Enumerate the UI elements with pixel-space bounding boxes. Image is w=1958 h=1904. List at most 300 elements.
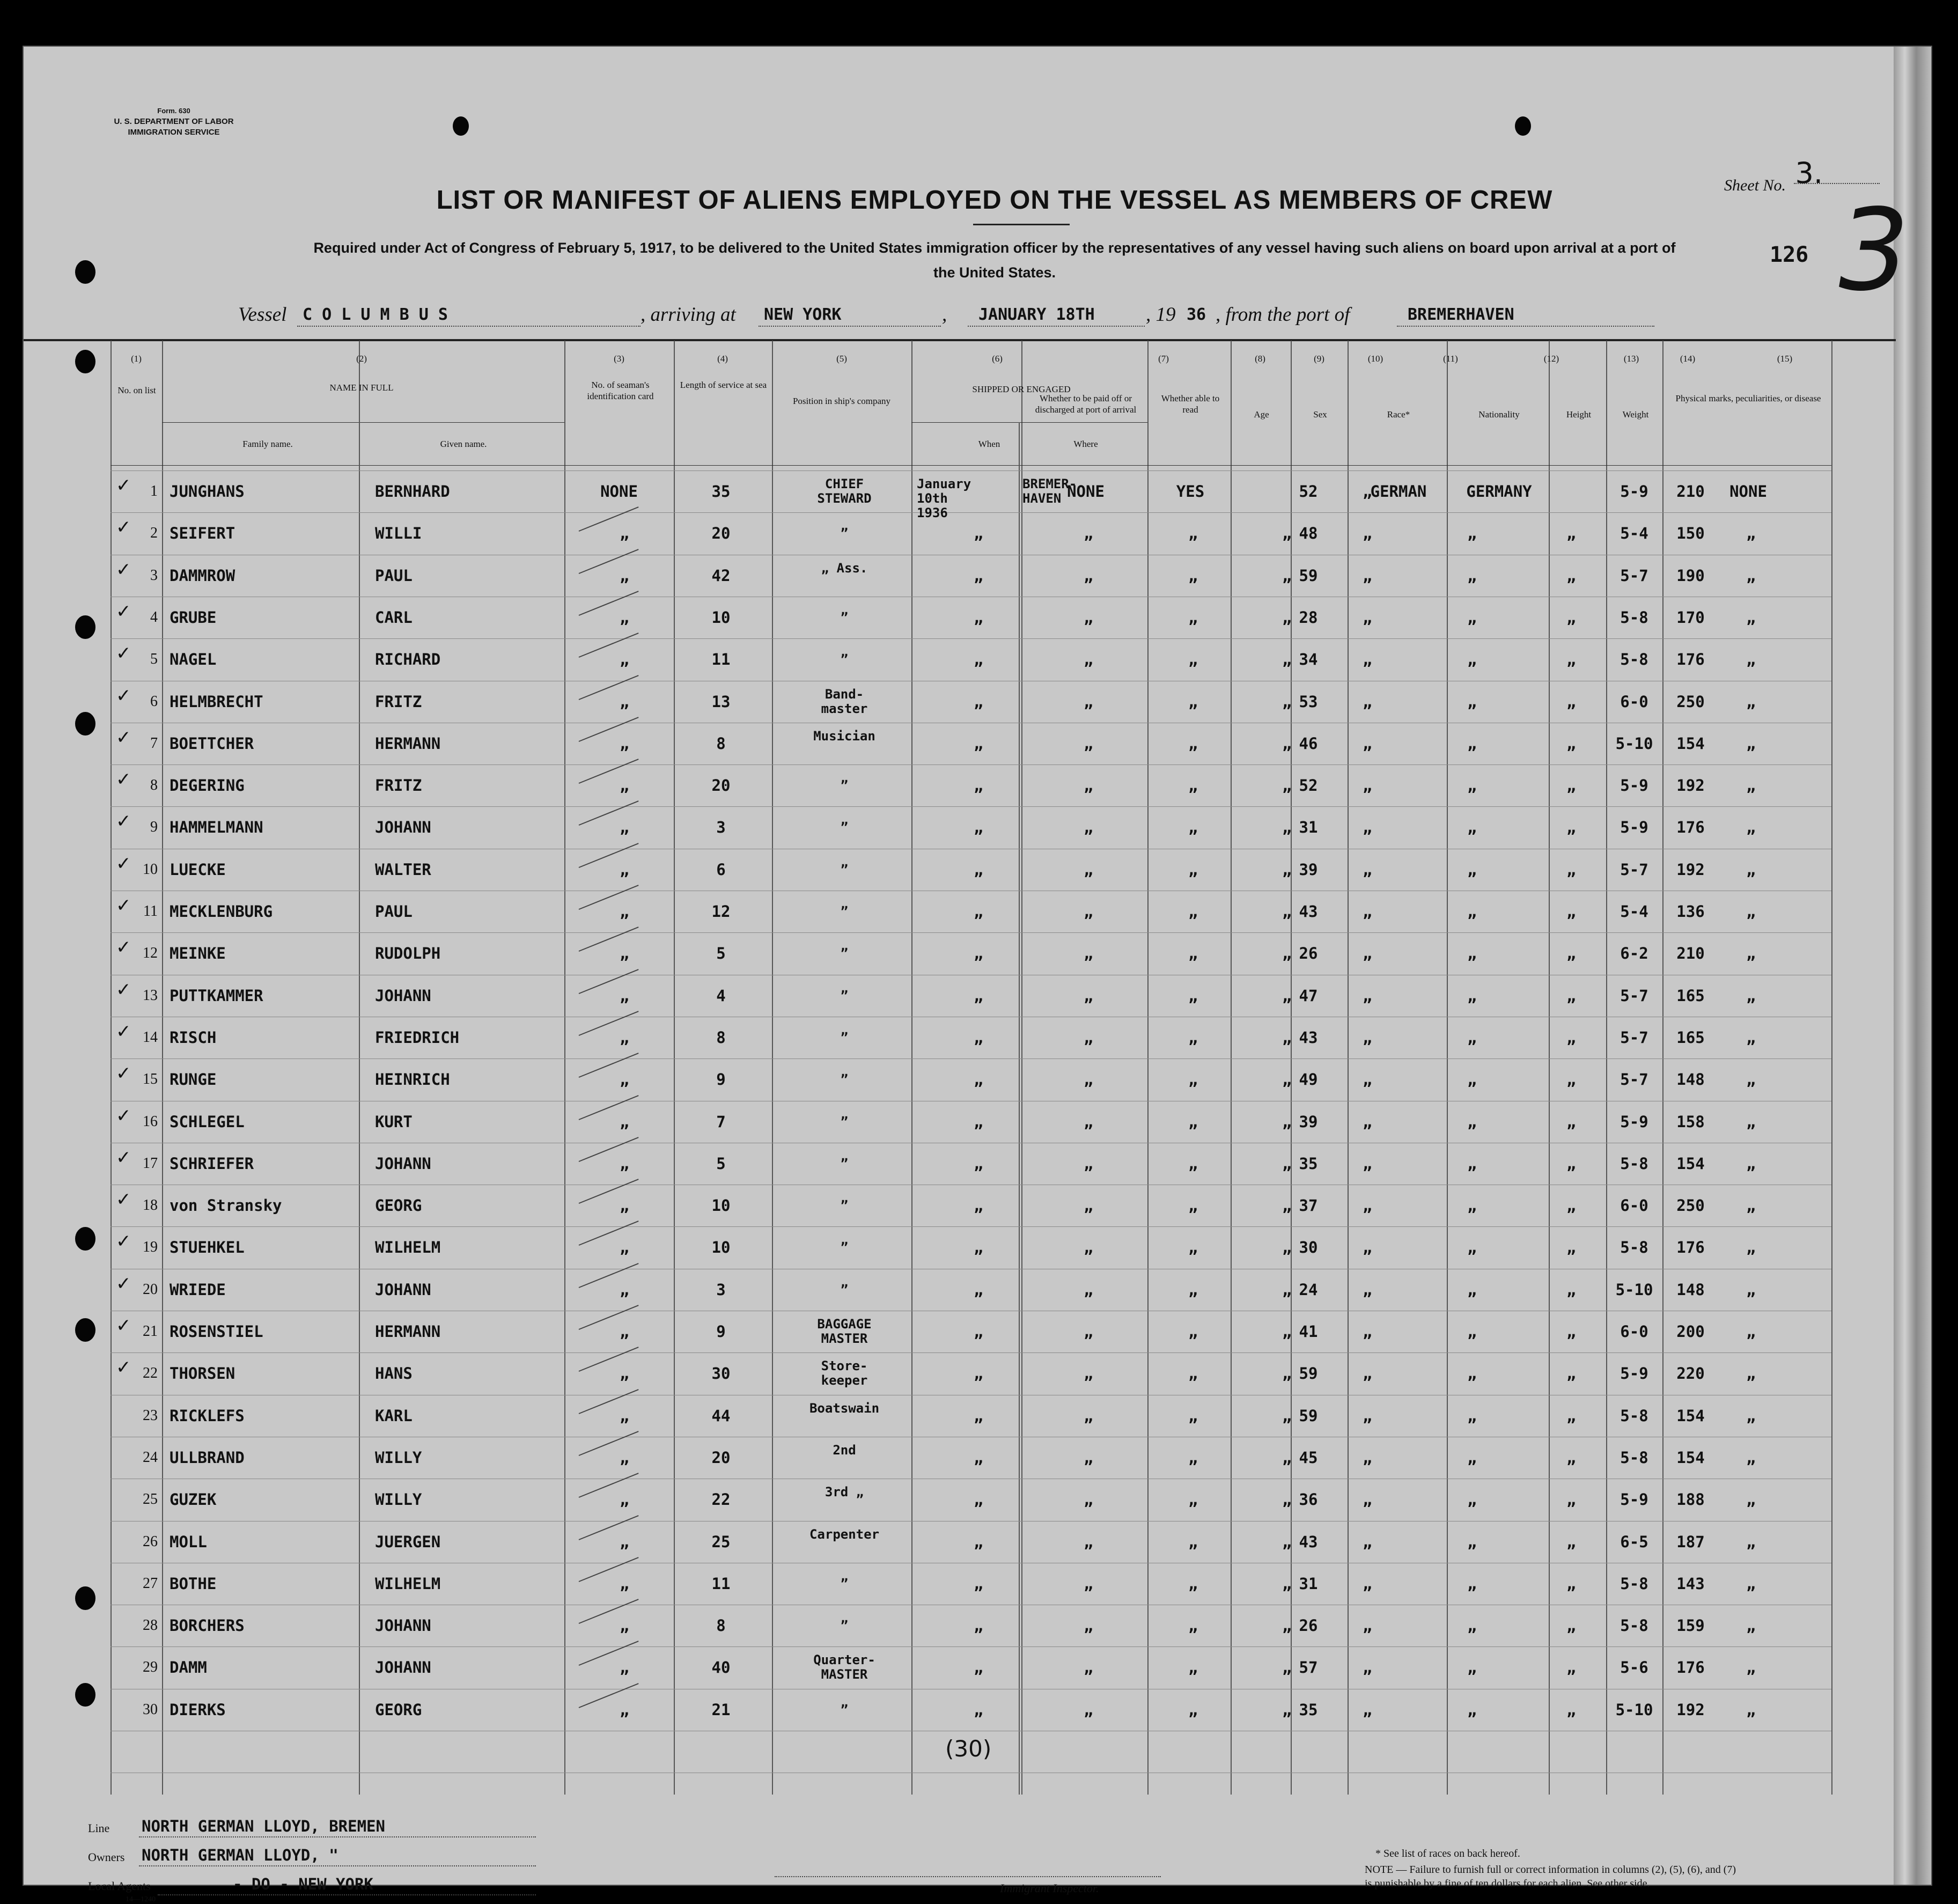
id-card-ditto: „	[620, 1490, 629, 1509]
service-years: 11	[711, 650, 731, 669]
nationality-ditto: „	[1566, 944, 1576, 963]
race-ditto: „	[1467, 1028, 1477, 1047]
id-card-ditto: „	[620, 776, 629, 795]
age: 43	[1299, 902, 1318, 921]
service-years: 35	[711, 482, 731, 501]
vessel-underline	[297, 326, 641, 327]
arrival-port: NEW YORK	[764, 305, 842, 324]
sex-ditto: „	[1363, 1406, 1372, 1425]
column-rule	[564, 341, 565, 1795]
age: 45	[1299, 1448, 1318, 1467]
service-years: 44	[711, 1406, 731, 1425]
service-years: 10	[711, 1238, 731, 1257]
family-name: BOTHE	[170, 1574, 217, 1593]
where-ditto: „	[1084, 1448, 1093, 1467]
nationality-ditto: „	[1566, 1238, 1576, 1257]
read-ditto: „	[1282, 1322, 1292, 1341]
column-rule	[1831, 341, 1832, 1795]
read-ditto: „	[1282, 1616, 1292, 1635]
check-mark: ✓	[116, 685, 131, 707]
race-ditto: „	[1467, 1658, 1477, 1677]
row-number: 26	[143, 1533, 158, 1550]
marks-ditto: „	[1746, 1322, 1756, 1341]
sex-ditto: „	[1363, 1028, 1372, 1047]
nationality-ditto: „	[1566, 734, 1576, 753]
nationality-ditto: „	[1566, 818, 1576, 837]
binder-hole	[75, 1227, 95, 1251]
weight: 159	[1676, 1616, 1705, 1635]
age: 46	[1299, 734, 1318, 753]
binder-hole	[75, 1683, 95, 1707]
family-name: PUTTKAMMER	[170, 986, 263, 1005]
column-number: (7)	[1158, 354, 1169, 364]
family-name: RICKLEFS	[170, 1406, 245, 1425]
column-header: SHIPPED OR ENGAGED	[972, 384, 1071, 394]
position: „	[840, 980, 849, 996]
nationality-ditto: „	[1566, 1196, 1576, 1215]
service-years: 8	[716, 734, 726, 753]
given-name: JUERGEN	[375, 1532, 441, 1551]
family-name: NAGEL	[170, 650, 217, 669]
id-card-ditto: „	[620, 986, 629, 1005]
race-ditto: „	[1467, 1616, 1477, 1635]
paid-ditto: „	[1188, 986, 1198, 1005]
id-card-ditto: „	[620, 818, 629, 837]
position: „	[840, 1694, 849, 1710]
column-number: (4)	[717, 354, 728, 364]
age: 31	[1299, 818, 1318, 837]
weight: 170	[1676, 608, 1705, 627]
when-ditto: „	[974, 1364, 983, 1383]
row-number: 13	[143, 987, 158, 1004]
where-ditto: „	[1084, 1154, 1093, 1173]
check-mark: ✓	[116, 1273, 131, 1295]
given-name: JOHANN	[375, 986, 431, 1005]
nationality-ditto: „	[1566, 1070, 1576, 1089]
race-ditto: „	[1467, 818, 1477, 837]
when-ditto: „	[974, 1574, 983, 1593]
sex-ditto: „	[1363, 1322, 1372, 1341]
column-rule	[911, 341, 912, 1795]
nationality-ditto: „	[1566, 1364, 1576, 1383]
marks-ditto: „	[1746, 734, 1756, 753]
height: 6-0	[1620, 1196, 1648, 1215]
race-ditto: „	[1467, 608, 1477, 627]
id-card-ditto: „	[620, 734, 629, 753]
height: 5-7	[1620, 986, 1648, 1005]
sex-ditto: „	[1363, 566, 1372, 585]
paid-ditto: „	[1188, 1574, 1198, 1593]
service-years: 25	[711, 1532, 731, 1551]
where-ditto: „	[1084, 734, 1093, 753]
race-ditto: „	[1467, 776, 1477, 795]
arrival-year: 36	[1187, 305, 1206, 324]
read-ditto: „	[1282, 1028, 1292, 1047]
weight: 154	[1676, 1448, 1705, 1467]
service-years: 9	[716, 1070, 726, 1089]
row-rule	[111, 806, 1831, 807]
sex-ditto: „	[1363, 1238, 1372, 1257]
column-header: Height	[1566, 409, 1592, 420]
race-ditto: „	[1467, 944, 1477, 963]
form-number: Form. 630	[157, 107, 190, 115]
table-top-rule	[24, 339, 1896, 341]
check-mark: ✓	[116, 937, 131, 959]
family-name: HELMBRECHT	[170, 692, 263, 711]
id-card-ditto: „	[620, 1700, 629, 1719]
when-ditto: „	[974, 1322, 983, 1341]
race-ditto: „	[1467, 1532, 1477, 1551]
column-subheader: When	[978, 439, 1000, 449]
marks-ditto: „	[1746, 1574, 1756, 1593]
given-name: JOHANN	[375, 1658, 431, 1677]
sex-ditto: „	[1363, 776, 1372, 795]
age: 36	[1299, 1490, 1318, 1509]
service-years: 9	[716, 1322, 726, 1341]
family-name: GRUBE	[170, 608, 217, 627]
when-ditto: „	[974, 1112, 983, 1131]
check-mark: ✓	[116, 726, 131, 748]
paid-ditto: „	[1188, 1448, 1198, 1467]
column-number: (5)	[836, 354, 847, 364]
id-card-ditto: „	[620, 1196, 629, 1215]
check-mark: ✓	[116, 979, 131, 1001]
read-ditto: „	[1282, 1448, 1292, 1467]
sex-ditto: „	[1363, 692, 1372, 711]
service-years: 21	[711, 1700, 731, 1719]
line-underline	[139, 1836, 536, 1837]
when-ditto: „	[974, 902, 983, 921]
nationality-ditto: „	[1566, 1658, 1576, 1677]
sex-ditto: „	[1363, 524, 1372, 543]
where-ditto: „	[1084, 1532, 1093, 1551]
column-rule	[772, 341, 773, 1795]
when-ditto: „	[974, 1406, 983, 1425]
position: „	[840, 1611, 849, 1626]
read-ditto: „	[1282, 1154, 1292, 1173]
age: 47	[1299, 986, 1318, 1005]
able-to-read: YES	[1176, 482, 1205, 501]
family-name: SEIFERT	[170, 524, 235, 543]
row-rule	[111, 764, 1831, 765]
read-ditto: „	[1282, 650, 1292, 669]
weight: 187	[1676, 1532, 1705, 1551]
form-header	[104, 106, 244, 138]
paid-ditto: „	[1188, 860, 1198, 879]
where-ditto: „	[1084, 692, 1093, 711]
height: 5-8	[1620, 1154, 1648, 1173]
sheet-number	[1724, 156, 1823, 197]
column-header: No. on list	[117, 385, 156, 395]
column-header: Whether able to read	[1161, 393, 1220, 415]
read-ditto: „	[1282, 1238, 1292, 1257]
weight: 136	[1676, 902, 1705, 921]
where-ditto: „	[1084, 1322, 1093, 1341]
race-ditto: „	[1467, 1196, 1477, 1215]
age: 26	[1299, 944, 1318, 963]
check-mark: ✓	[116, 558, 131, 580]
where-ditto: „	[1084, 1658, 1093, 1677]
weight: 192	[1676, 860, 1705, 879]
paid-off: NONE	[1067, 482, 1105, 501]
height: 5-10	[1615, 734, 1653, 753]
page-edge	[1894, 47, 1931, 1885]
column-rule	[1549, 341, 1550, 1795]
paid-ditto: „	[1188, 734, 1198, 753]
marks-ditto: „	[1746, 1532, 1756, 1551]
row-number: 22	[143, 1365, 158, 1382]
weight: 192	[1676, 776, 1705, 795]
family-name: WRIEDE	[170, 1280, 226, 1299]
read-ditto: „	[1282, 1700, 1292, 1719]
paid-ditto: „	[1188, 944, 1198, 963]
check-mark: ✓	[116, 811, 131, 833]
paid-ditto: „	[1188, 1280, 1198, 1299]
column-number: (8)	[1255, 354, 1265, 364]
age: 28	[1299, 608, 1318, 627]
when-ditto: „	[974, 1238, 983, 1257]
position: „	[840, 644, 849, 660]
column-header: Race*	[1387, 409, 1410, 420]
races-note: * See list of races on back hereof.	[1375, 1848, 1520, 1859]
column-rule	[674, 341, 675, 1795]
read-ditto: „	[1282, 986, 1292, 1005]
marks-ditto: „	[1746, 1448, 1756, 1467]
read-ditto: „	[1282, 944, 1292, 963]
row-number: 25	[143, 1491, 158, 1508]
height: 5-7	[1620, 1070, 1648, 1089]
position: „	[840, 1064, 849, 1080]
read-ditto: „	[1282, 734, 1292, 753]
sex-ditto: „	[1363, 1532, 1372, 1551]
nationality-ditto: „	[1566, 524, 1576, 543]
handwritten-page-mark: 3	[1825, 185, 1920, 316]
paid-ditto: „	[1188, 1616, 1198, 1635]
marks-ditto: „	[1746, 1196, 1756, 1215]
stamp-number: 126	[1770, 242, 1809, 267]
position: „	[840, 1022, 849, 1038]
owners-label: Owners	[88, 1850, 125, 1864]
column-subheader: Given name.	[440, 439, 487, 449]
column-header: Whether to be paid off or discharged at port of arrival	[1035, 393, 1137, 415]
age: 43	[1299, 1532, 1318, 1551]
nationality-ditto: „	[1566, 986, 1576, 1005]
column-rule	[1019, 422, 1020, 1795]
height: 5-9	[1620, 776, 1648, 795]
race-ditto: „	[1467, 566, 1477, 585]
when-ditto: „	[974, 1700, 983, 1719]
position: „	[840, 518, 849, 534]
height: 5-8	[1620, 1406, 1648, 1425]
weight: 200	[1676, 1322, 1705, 1341]
column-header: Length of service at sea	[680, 380, 767, 390]
height: 6-5	[1620, 1532, 1648, 1551]
given-name: FRIEDRICH	[375, 1028, 460, 1047]
nationality-ditto: „	[1566, 1280, 1576, 1299]
height: 5-10	[1615, 1280, 1653, 1299]
where-ditto: „	[1084, 944, 1093, 963]
where-ditto: „	[1084, 1574, 1093, 1593]
marks-ditto: „	[1746, 524, 1756, 543]
weight: 148	[1676, 1280, 1705, 1299]
where-ditto: „	[1084, 608, 1093, 627]
age: 41	[1299, 1322, 1318, 1341]
paid-ditto: „	[1188, 1322, 1198, 1341]
given-name: RICHARD	[375, 650, 441, 669]
family-name: von Stransky	[170, 1196, 282, 1215]
weight: 165	[1676, 986, 1705, 1005]
where-ditto: „	[1084, 1616, 1093, 1635]
weight: 150	[1676, 524, 1705, 543]
when-ditto: „	[974, 1448, 983, 1467]
marks-ditto: „	[1746, 902, 1756, 921]
row-number: 4	[150, 608, 158, 626]
arrival-date: JANUARY 18TH	[978, 305, 1095, 324]
race-ditto: „	[1467, 1280, 1477, 1299]
family-name: STUEHKEL	[170, 1238, 245, 1257]
height: 5-9	[1620, 482, 1648, 501]
id-card-ditto: „	[620, 1028, 629, 1047]
check-mark: ✓	[116, 1105, 131, 1127]
weight: 220	[1676, 1364, 1705, 1383]
marks-ditto: „	[1746, 776, 1756, 795]
height: 5-8	[1620, 650, 1648, 669]
agents-value: - DO - NEW YORK	[233, 1875, 373, 1893]
race-ditto: „	[1467, 986, 1477, 1005]
document-title: LIST OR MANIFEST OF ALIENS EMPLOYED ON THE VESSEL AS MEMBERS OF CREW	[436, 186, 1553, 215]
check-mark: ✓	[116, 1231, 131, 1253]
where-ditto: „	[1084, 1700, 1093, 1719]
read-ditto: „	[1282, 566, 1292, 585]
when-ditto: „	[974, 608, 983, 627]
paid-ditto: „	[1188, 1196, 1198, 1215]
height: 5-8	[1620, 1616, 1648, 1635]
id-card-ditto: „	[620, 692, 629, 711]
where-ditto: „	[1084, 1112, 1093, 1131]
height: 6-2	[1620, 944, 1648, 963]
sex-ditto: „	[1363, 1700, 1372, 1719]
row-number: 6	[150, 693, 158, 710]
row-number: 3	[150, 567, 158, 584]
paid-ditto: „	[1188, 1238, 1198, 1257]
family-name: DIERKS	[170, 1700, 226, 1719]
row-number: 16	[143, 1113, 158, 1130]
column-header: Physical marks, peculiarities, or disease	[1675, 393, 1821, 403]
marks-ditto: „	[1746, 1490, 1756, 1509]
service-years: 8	[716, 1028, 726, 1047]
manifest-sheet	[23, 46, 1932, 1903]
age: 48	[1299, 524, 1318, 543]
race-ditto: „	[1467, 692, 1477, 711]
from-label: , from the port of	[1216, 304, 1350, 326]
paid-ditto: „	[1188, 1364, 1198, 1383]
check-mark: ✓	[116, 475, 131, 496]
column-header: NAME IN FULL	[329, 383, 394, 393]
row-number: 28	[143, 1617, 158, 1634]
when-ditto: „	[974, 650, 983, 669]
position: Store- keeper	[821, 1358, 868, 1388]
read-ditto: „	[1282, 1574, 1292, 1593]
nationality-ditto: „	[1566, 860, 1576, 879]
family-name: ULLBRAND	[170, 1448, 245, 1467]
race-ditto: „	[1467, 1364, 1477, 1383]
given-name: FRITZ	[375, 776, 422, 795]
service-years: 20	[711, 1448, 731, 1467]
line-value: NORTH GERMAN LLOYD, BREMEN	[142, 1817, 385, 1835]
paid-ditto: „	[1188, 1490, 1198, 1509]
nationality-ditto: „	[1566, 1574, 1576, 1593]
where-ditto: „	[1084, 776, 1093, 795]
age: 59	[1299, 566, 1318, 585]
given-name: HERMANN	[375, 734, 441, 753]
height: 5-8	[1620, 1448, 1648, 1467]
nationality-ditto: „	[1566, 1448, 1576, 1467]
age: 52	[1299, 482, 1318, 501]
row-number: 29	[143, 1659, 158, 1676]
id-card-ditto: „	[620, 1154, 629, 1173]
fine-note: NOTE — Failure to furnish full or correct information in columns (2), (5), (6), and (7) is punishable by a fine of ten dollars for each alien. See other side.	[1365, 1864, 1736, 1890]
age: 57	[1299, 1658, 1318, 1677]
id-card-ditto: „	[620, 1280, 629, 1299]
column-number: (10)	[1367, 354, 1383, 364]
family-name: SCHLEGEL	[170, 1112, 245, 1131]
given-name: JOHANN	[375, 1616, 431, 1635]
age: 35	[1299, 1154, 1318, 1173]
row-number: 1	[150, 483, 158, 499]
read-ditto: „	[1282, 860, 1292, 879]
height: 5-7	[1620, 860, 1648, 879]
column-number: (1)	[131, 354, 142, 364]
row-number: 19	[143, 1239, 158, 1256]
nationality-ditto: „	[1566, 566, 1576, 585]
nationality-ditto: „	[1566, 1532, 1576, 1551]
header-rule	[911, 422, 1147, 423]
weight: 176	[1676, 1658, 1705, 1677]
column-header: Age	[1254, 409, 1269, 420]
race-ditto: „	[1467, 1112, 1477, 1131]
check-mark: ✓	[116, 517, 131, 539]
agents-underline	[158, 1894, 536, 1895]
marks-ditto: „	[1746, 1028, 1756, 1047]
row-number: 17	[143, 1155, 158, 1172]
id-card-ditto: „	[620, 524, 629, 543]
nationality-ditto: „	[1566, 650, 1576, 669]
height: 6-0	[1620, 692, 1648, 711]
weight: 158	[1676, 1112, 1705, 1131]
form-code: 14—1240	[126, 1895, 156, 1903]
weight: 176	[1676, 818, 1705, 837]
read-ditto: „	[1282, 608, 1292, 627]
service-years: 42	[711, 566, 731, 585]
sex-ditto: „	[1363, 1448, 1372, 1467]
marks-ditto: „	[1746, 1112, 1756, 1131]
race-ditto: „	[1467, 1322, 1477, 1341]
given-name: FRITZ	[375, 692, 422, 711]
marks-ditto: „	[1746, 986, 1756, 1005]
paid-ditto: „	[1188, 1154, 1198, 1173]
race-ditto: „	[1467, 1700, 1477, 1719]
row-rule	[111, 1646, 1831, 1647]
weight: 154	[1676, 734, 1705, 753]
row-number: 30	[143, 1701, 158, 1718]
paid-ditto: „	[1188, 1070, 1198, 1089]
given-name: KURT	[375, 1112, 413, 1131]
read-ditto: „	[1282, 1364, 1292, 1383]
weight: 190	[1676, 566, 1705, 585]
race-ditto: „	[1467, 1448, 1477, 1467]
paid-ditto: „	[1188, 1112, 1198, 1131]
paid-ditto: „	[1188, 692, 1198, 711]
